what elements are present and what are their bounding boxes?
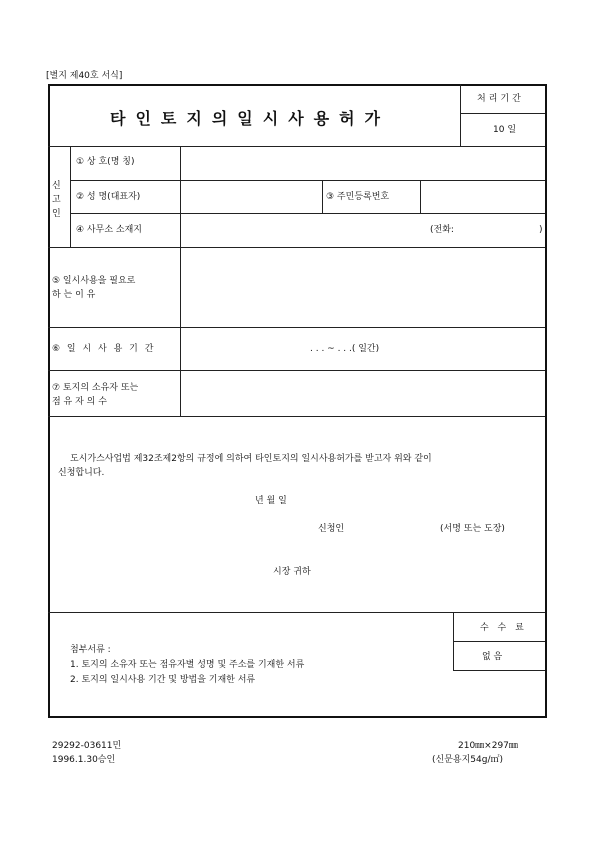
form-number-label: [별지 제40호 서식] [46,71,123,81]
label-column-divider [180,146,181,416]
processing-box-divider [460,84,461,146]
row-divider-2 [70,213,545,214]
paper-type: (신문용지54g/㎡) [432,755,503,765]
applicant-group-divider [70,146,71,247]
applicant-label-2: 고 [52,195,61,205]
processing-period-value: 10 일 [493,125,517,135]
applicant-label-3: 인 [52,209,61,219]
row-divider-4 [48,327,545,328]
resident-no-right-divider [420,180,421,213]
phone-close: ) [539,225,543,235]
attachment-item-2: 2. 토지의 일시사용 기간 및 방법을 기재한 서류 [70,675,256,685]
use-period-value: . . . ~ . . .( 일간) [310,344,380,354]
attachments-heading: 첨부서류 : [70,645,111,655]
applicant-signature-label: 신청인 [318,524,345,534]
signature-or-seal: (서명 또는 도장) [440,524,505,534]
form-code: 29292-03611민 [52,741,122,751]
phone-label: (전화: [430,225,454,235]
applicant-label-1: 신 [52,181,61,191]
row-divider-5 [48,370,545,371]
fee-value: 없 음 [482,652,503,662]
row-divider-3 [48,247,545,248]
office-address-label: ④ 사무소 소재지 [76,225,142,235]
row-divider-6 [48,416,545,417]
fee-label: 수 수 료 [480,623,527,633]
resident-no-left-divider [322,180,323,213]
reason-label-line1: ⑤ 일시사용을 필요로 [52,276,136,286]
paper-size: 210㎜×297㎜ [458,741,518,751]
representative-name-label: ② 성 명(대표자) [76,192,141,202]
row-divider-1 [70,180,545,181]
owners-label-line1: ⑦ 토지의 소유자 또는 [52,383,139,393]
attachment-item-1: 1. 토지의 소유자 또는 점유자별 성명 및 주소를 기재한 서류 [70,660,305,670]
trade-name-label: ① 상 호(명 칭) [76,157,135,167]
declaration-text-line1: 도시가스사업법 제32조제2항의 규정에 의하여 타인토지의 일시사용허가를 받고자 위와 같이 [70,454,432,464]
fee-box-midline [453,641,545,642]
addressee: 시장 귀하 [273,567,311,577]
use-period-label: ⑥ 일 시 사 용 기 간 [52,344,156,354]
fee-box-bottom [453,670,545,671]
processing-period-label: 처리기간 [477,94,524,104]
attachments-divider [48,612,545,613]
frame-right-edge [545,146,547,718]
owners-label-line2: 점 유 자 의 수 [52,397,107,407]
application-date: 년 월 일 [255,496,287,506]
frame-right-edge-top [545,84,547,146]
resident-number-label: ③ 주민등록번호 [326,192,390,202]
approval-date: 1996.1.30승인 [52,755,116,765]
header-divider [48,146,545,147]
declaration-text-line2: 신청합니다. [58,468,105,478]
form-title: 타인토지의일시사용허가 [110,109,391,128]
processing-box-midline [460,113,545,114]
reason-label-line2: 하 는 이 유 [52,290,96,300]
